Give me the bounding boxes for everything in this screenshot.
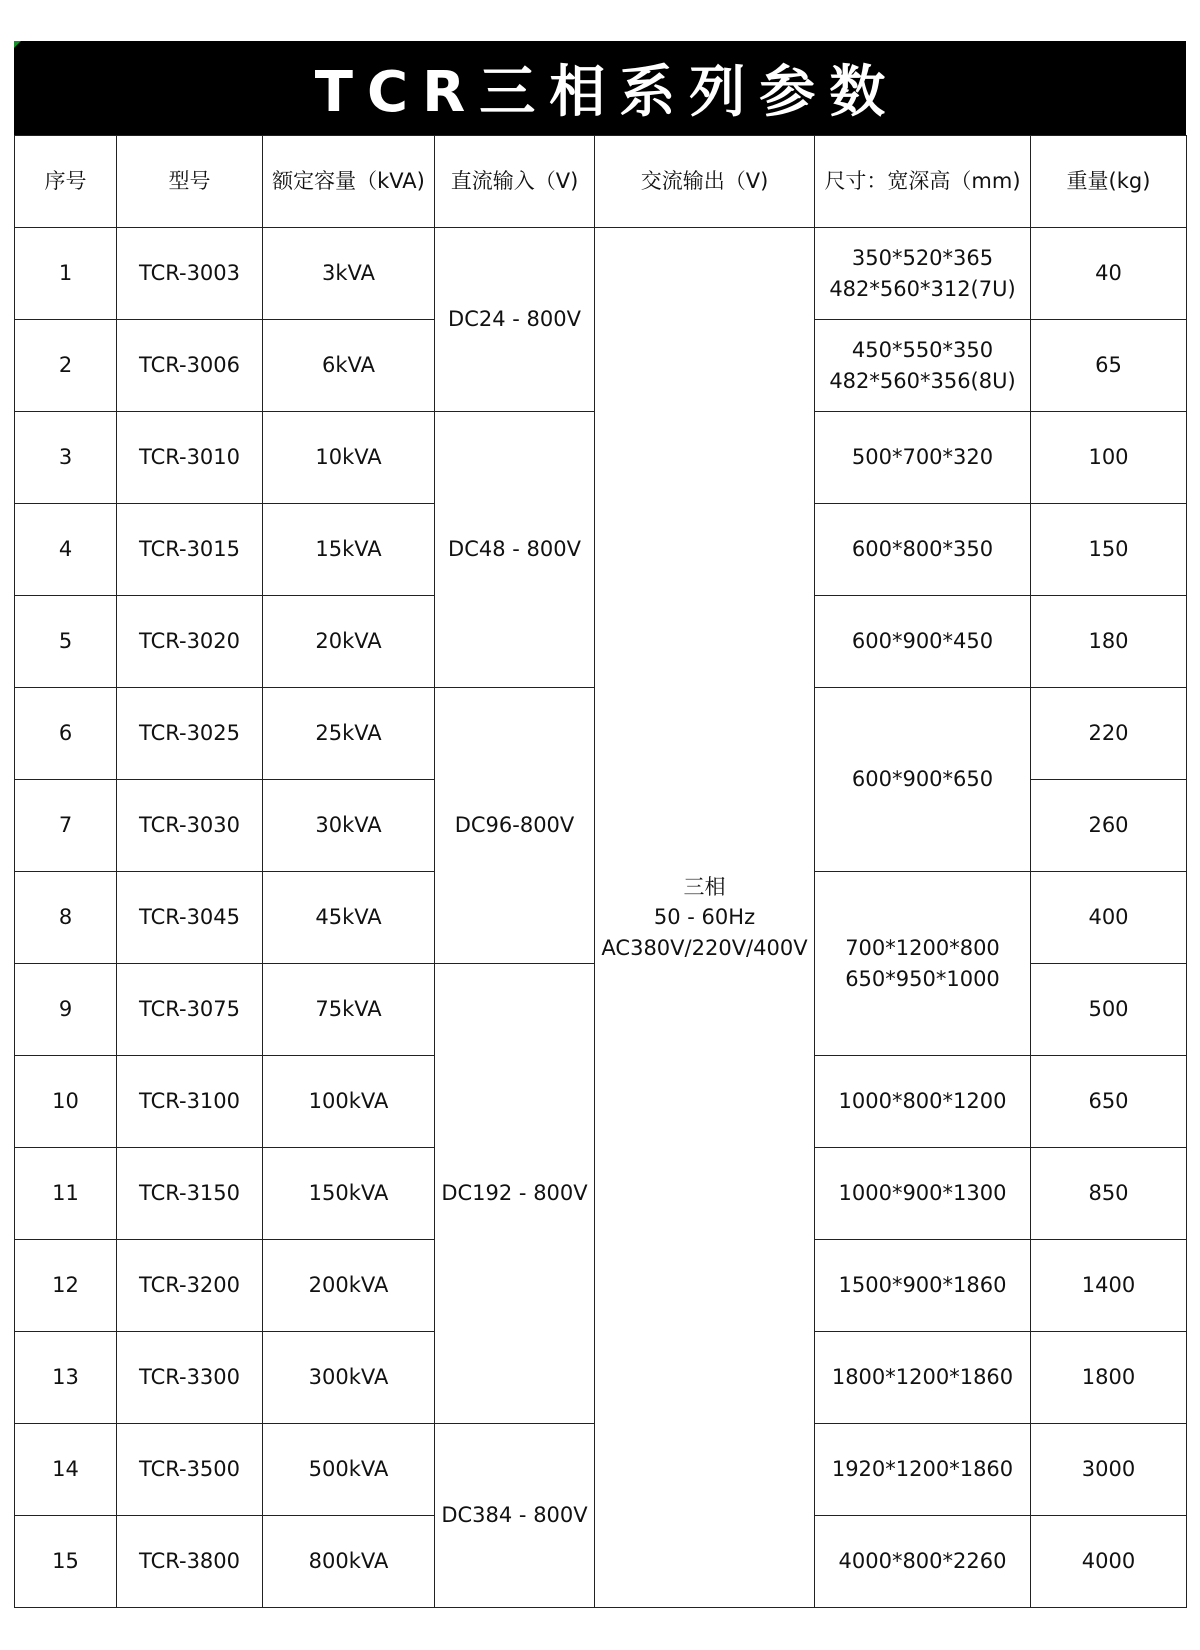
cell-model: TCR-3500 xyxy=(117,1424,263,1516)
cell-capacity: 45kVA xyxy=(263,872,435,964)
cell-size: 4000*800*2260 xyxy=(815,1516,1031,1608)
header-capacity: 额定容量（kVA) xyxy=(263,136,435,228)
cell-capacity: 20kVA xyxy=(263,596,435,688)
cell-weight: 400 xyxy=(1031,872,1187,964)
cell-model: TCR-3003 xyxy=(117,228,263,320)
cell-capacity: 100kVA xyxy=(263,1056,435,1148)
cell-model: TCR-3015 xyxy=(117,504,263,596)
cell-capacity: 6kVA xyxy=(263,320,435,412)
cell-model: TCR-3100 xyxy=(117,1056,263,1148)
cell-dc-input: DC24 - 800V xyxy=(435,228,595,412)
cell-weight: 220 xyxy=(1031,688,1187,780)
cell-weight: 500 xyxy=(1031,964,1187,1056)
cell-capacity: 300kVA xyxy=(263,1332,435,1424)
cell-size: 600*900*450 xyxy=(815,596,1031,688)
cell-size: 1500*900*1860 xyxy=(815,1240,1031,1332)
cell-size: 600*900*650 xyxy=(815,688,1031,872)
cell-size: 700*1200*800 650*950*1000 xyxy=(815,872,1031,1056)
cell-weight: 1800 xyxy=(1031,1332,1187,1424)
cell-size: 600*800*350 xyxy=(815,504,1031,596)
cell-capacity: 30kVA xyxy=(263,780,435,872)
cell-index: 14 xyxy=(15,1424,117,1516)
header-dc-input: 直流输入（V) xyxy=(435,136,595,228)
cell-model: TCR-3075 xyxy=(117,964,263,1056)
corner-mark xyxy=(14,41,21,48)
cell-size: 500*700*320 xyxy=(815,412,1031,504)
cell-dc-input: DC192 - 800V xyxy=(435,964,595,1424)
cell-ac-output: 三相 50 - 60Hz AC380V/220V/400V xyxy=(595,228,815,1608)
cell-index: 6 xyxy=(15,688,117,780)
cell-weight: 260 xyxy=(1031,780,1187,872)
page-title: TCR三相系列参数 xyxy=(314,60,900,125)
cell-weight: 4000 xyxy=(1031,1516,1187,1608)
cell-dc-input: DC48 - 800V xyxy=(435,412,595,688)
cell-index: 15 xyxy=(15,1516,117,1608)
cell-weight: 40 xyxy=(1031,228,1187,320)
cell-weight: 150 xyxy=(1031,504,1187,596)
cell-index: 10 xyxy=(15,1056,117,1148)
cell-dc-input: DC384 - 800V xyxy=(435,1424,595,1608)
cell-index: 7 xyxy=(15,780,117,872)
cell-model: TCR-3800 xyxy=(117,1516,263,1608)
cell-capacity: 25kVA xyxy=(263,688,435,780)
cell-dc-input: DC96-800V xyxy=(435,688,595,964)
cell-size: 350*520*365 482*560*312(7U) xyxy=(815,228,1031,320)
cell-index: 2 xyxy=(15,320,117,412)
cell-index: 1 xyxy=(15,228,117,320)
spec-sheet xyxy=(14,41,1186,1608)
cell-capacity: 75kVA xyxy=(263,964,435,1056)
cell-capacity: 500kVA xyxy=(263,1424,435,1516)
header-row xyxy=(15,136,1187,228)
cell-size: 1000*800*1200 xyxy=(815,1056,1031,1148)
spec-table xyxy=(14,135,1187,1608)
cell-model: TCR-3045 xyxy=(117,872,263,964)
cell-size: 450*550*350 482*560*356(8U) xyxy=(815,320,1031,412)
cell-model: TCR-3010 xyxy=(117,412,263,504)
header-weight: 重量(kg) xyxy=(1031,136,1187,228)
cell-capacity: 200kVA xyxy=(263,1240,435,1332)
cell-weight: 100 xyxy=(1031,412,1187,504)
cell-capacity: 800kVA xyxy=(263,1516,435,1608)
header-ac-output: 交流输出（V) xyxy=(595,136,815,228)
cell-model: TCR-3006 xyxy=(117,320,263,412)
cell-model: TCR-3300 xyxy=(117,1332,263,1424)
cell-weight: 850 xyxy=(1031,1148,1187,1240)
cell-index: 9 xyxy=(15,964,117,1056)
cell-index: 11 xyxy=(15,1148,117,1240)
cell-capacity: 15kVA xyxy=(263,504,435,596)
cell-index: 5 xyxy=(15,596,117,688)
table-row xyxy=(15,228,1187,320)
cell-capacity: 10kVA xyxy=(263,412,435,504)
cell-model: TCR-3025 xyxy=(117,688,263,780)
cell-weight: 650 xyxy=(1031,1056,1187,1148)
cell-model: TCR-3150 xyxy=(117,1148,263,1240)
cell-capacity: 150kVA xyxy=(263,1148,435,1240)
header-index: 序号 xyxy=(15,136,117,228)
cell-model: TCR-3200 xyxy=(117,1240,263,1332)
cell-index: 4 xyxy=(15,504,117,596)
cell-weight: 1400 xyxy=(1031,1240,1187,1332)
cell-weight: 180 xyxy=(1031,596,1187,688)
header-size: 尺寸：宽深高（mm) xyxy=(815,136,1031,228)
cell-size: 1920*1200*1860 xyxy=(815,1424,1031,1516)
cell-size: 1000*900*1300 xyxy=(815,1148,1031,1240)
cell-capacity: 3kVA xyxy=(263,228,435,320)
cell-index: 3 xyxy=(15,412,117,504)
cell-weight: 65 xyxy=(1031,320,1187,412)
cell-model: TCR-3020 xyxy=(117,596,263,688)
cell-index: 13 xyxy=(15,1332,117,1424)
cell-index: 8 xyxy=(15,872,117,964)
cell-index: 12 xyxy=(15,1240,117,1332)
cell-weight: 3000 xyxy=(1031,1424,1187,1516)
cell-size: 1800*1200*1860 xyxy=(815,1332,1031,1424)
title-bar xyxy=(14,41,1186,135)
cell-model: TCR-3030 xyxy=(117,780,263,872)
header-model: 型号 xyxy=(117,136,263,228)
